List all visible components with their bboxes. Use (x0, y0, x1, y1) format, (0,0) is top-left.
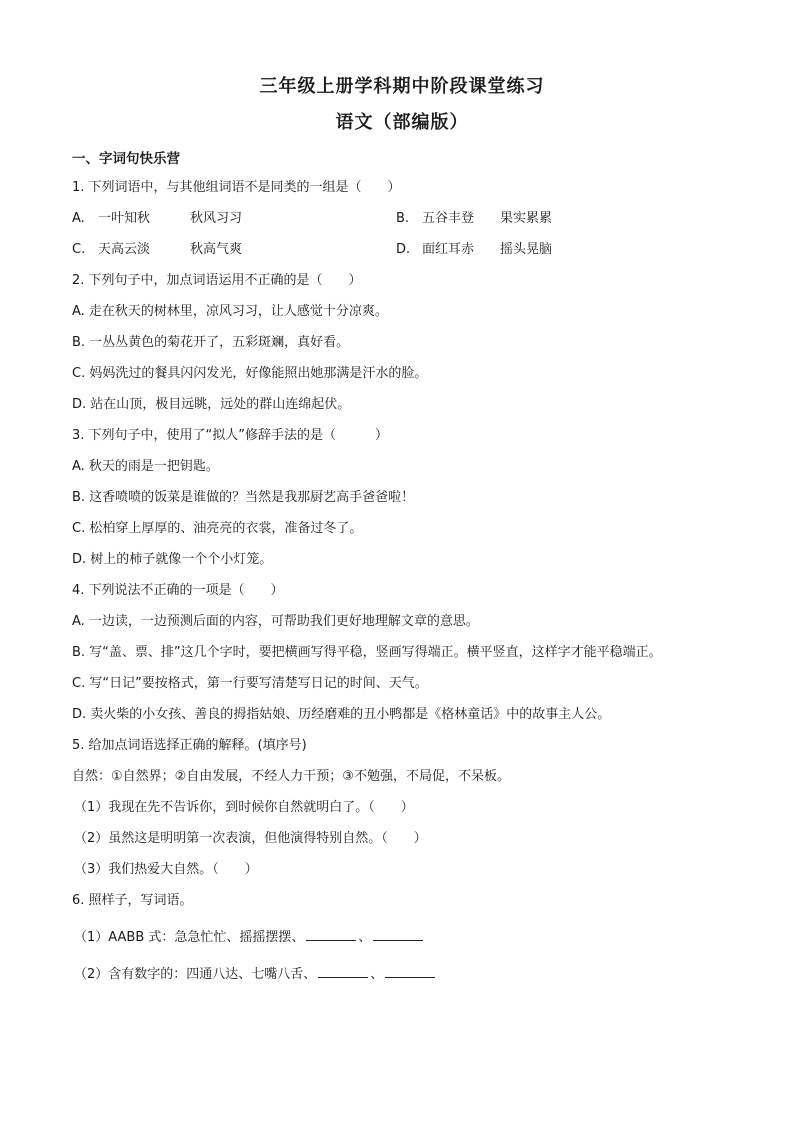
answer-blank[interactable] (306, 924, 356, 941)
option-word-2: 果实累累 (500, 211, 553, 226)
question-4-option-b: B. 写“盖、票、排”这几个字时，要把横画写得平稳，竖画写得端正。横平竖直，这样字才能平稳端正。 (72, 645, 662, 660)
question-4-option-d: D. 卖火柴的小女孩、善良的拇指姑娘、历经磨难的丑小鸭都是《格林童话》中的故事主人公。 (72, 707, 611, 722)
question-6-item-2-text: （2）含有数字的：四通八达、七嘴八舌、 (74, 967, 317, 982)
question-5-item-2: （2）虽然这是明明第一次表演，但他演得特别自然。（ ） (74, 831, 427, 846)
question-6-item-1 (72, 922, 732, 953)
question-3-option-a: A. 秋天的雨是一把钥匙。 (72, 459, 219, 474)
question-5-item-1: （1）我现在先不告诉你，到时候你自然就明白了。（ ） (74, 800, 414, 815)
question-3-option-d: D. 树上的柿子就像一个个小灯笼。 (72, 552, 273, 567)
option-word-1: 五谷丰登 (422, 211, 475, 226)
question-1-option-d (396, 234, 720, 265)
separator: 、 (358, 930, 372, 945)
question-1-option-b (396, 203, 720, 234)
question-6-stem: 6. 照样子，写词语。 (72, 893, 193, 908)
option-letter: C. (72, 242, 86, 257)
question-2-option-c: C. 妈妈洗过的餐具闪闪发光，好像能照出她那满是汗水的脸。 (72, 366, 428, 381)
answer-blank[interactable] (318, 961, 368, 978)
option-letter: B. (396, 211, 410, 226)
answer-blank[interactable] (373, 924, 423, 941)
question-2-option-d: D. 站在山顶，极目远眺，远处的群山连绵起伏。 (72, 397, 351, 412)
question-2-option-a: A. 走在秋天的树林里，凉风习习，让人感觉十分凉爽。 (72, 304, 388, 319)
option-letter: D. (396, 242, 411, 257)
question-5-item-3: （3）我们热爱大自然。（ ） (74, 862, 258, 877)
question-5-definition: 自然：①自然界；②自由发展，不经人力干预；③不勉强，不局促，不呆板。 (72, 769, 510, 784)
option-word-1: 天高云淡 (98, 242, 151, 257)
question-1-options-row-2 (72, 234, 732, 265)
question-3-option-c: C. 松柏穿上厚厚的、油亮亮的衣裳，准备过冬了。 (72, 521, 363, 536)
option-word-1: 一叶知秋 (98, 211, 151, 226)
option-word-2: 秋高气爽 (190, 242, 243, 257)
question-6-item-2 (72, 959, 732, 990)
question-3-stem: 3. 下列句子中，使用了“拟人”修辞手法的是（ ） (72, 428, 389, 443)
option-word-2: 秋风习习 (190, 211, 243, 226)
question-5-stem: 5. 给加点词语选择正确的解释。(填序号) (72, 738, 307, 753)
question-2-option-b: B. 一丛丛黄色的菊花开了，五彩斑斓，真好看。 (72, 335, 350, 350)
question-1-option-c (72, 234, 396, 265)
option-letter: A. (72, 211, 85, 226)
answer-blank[interactable] (385, 961, 435, 978)
section-heading: 一、字词句快乐营 (72, 151, 180, 167)
question-1-stem: 1. 下列词语中，与其他组词语不是同类的一组是（ ） (72, 180, 401, 195)
question-4-option-a: A. 一边读，一边预测后面的内容，可帮助我们更好地理解文章的意思。 (72, 614, 479, 629)
question-6-item-1-text: （1）AABB 式：急急忙忙、摇摇摆摆、 (74, 930, 305, 945)
separator: 、 (370, 967, 384, 982)
question-3-option-b: B. 这香喷喷的饭菜是谁做的？当然是我那厨艺高手爸爸啦！ (72, 490, 415, 505)
document-page (72, 64, 732, 990)
question-1-options-row-1 (72, 203, 732, 234)
question-2-stem: 2. 下列句子中，加点词语运用不正确的是（ ） (72, 273, 362, 288)
page-subtitle: 语文（部编版） (335, 112, 469, 133)
question-1-option-a (72, 203, 396, 234)
question-4-option-c: C. 写“日记”要按格式，第一行要写清楚写日记的时间、天气。 (72, 676, 428, 691)
option-word-2: 摇头晃脑 (500, 242, 553, 257)
question-4-stem: 4. 下列说法不正确的一项是（ ） (72, 583, 284, 598)
option-word-1: 面红耳赤 (422, 242, 475, 257)
page-title: 三年级上册学科期中阶段课堂练习 (259, 76, 545, 97)
